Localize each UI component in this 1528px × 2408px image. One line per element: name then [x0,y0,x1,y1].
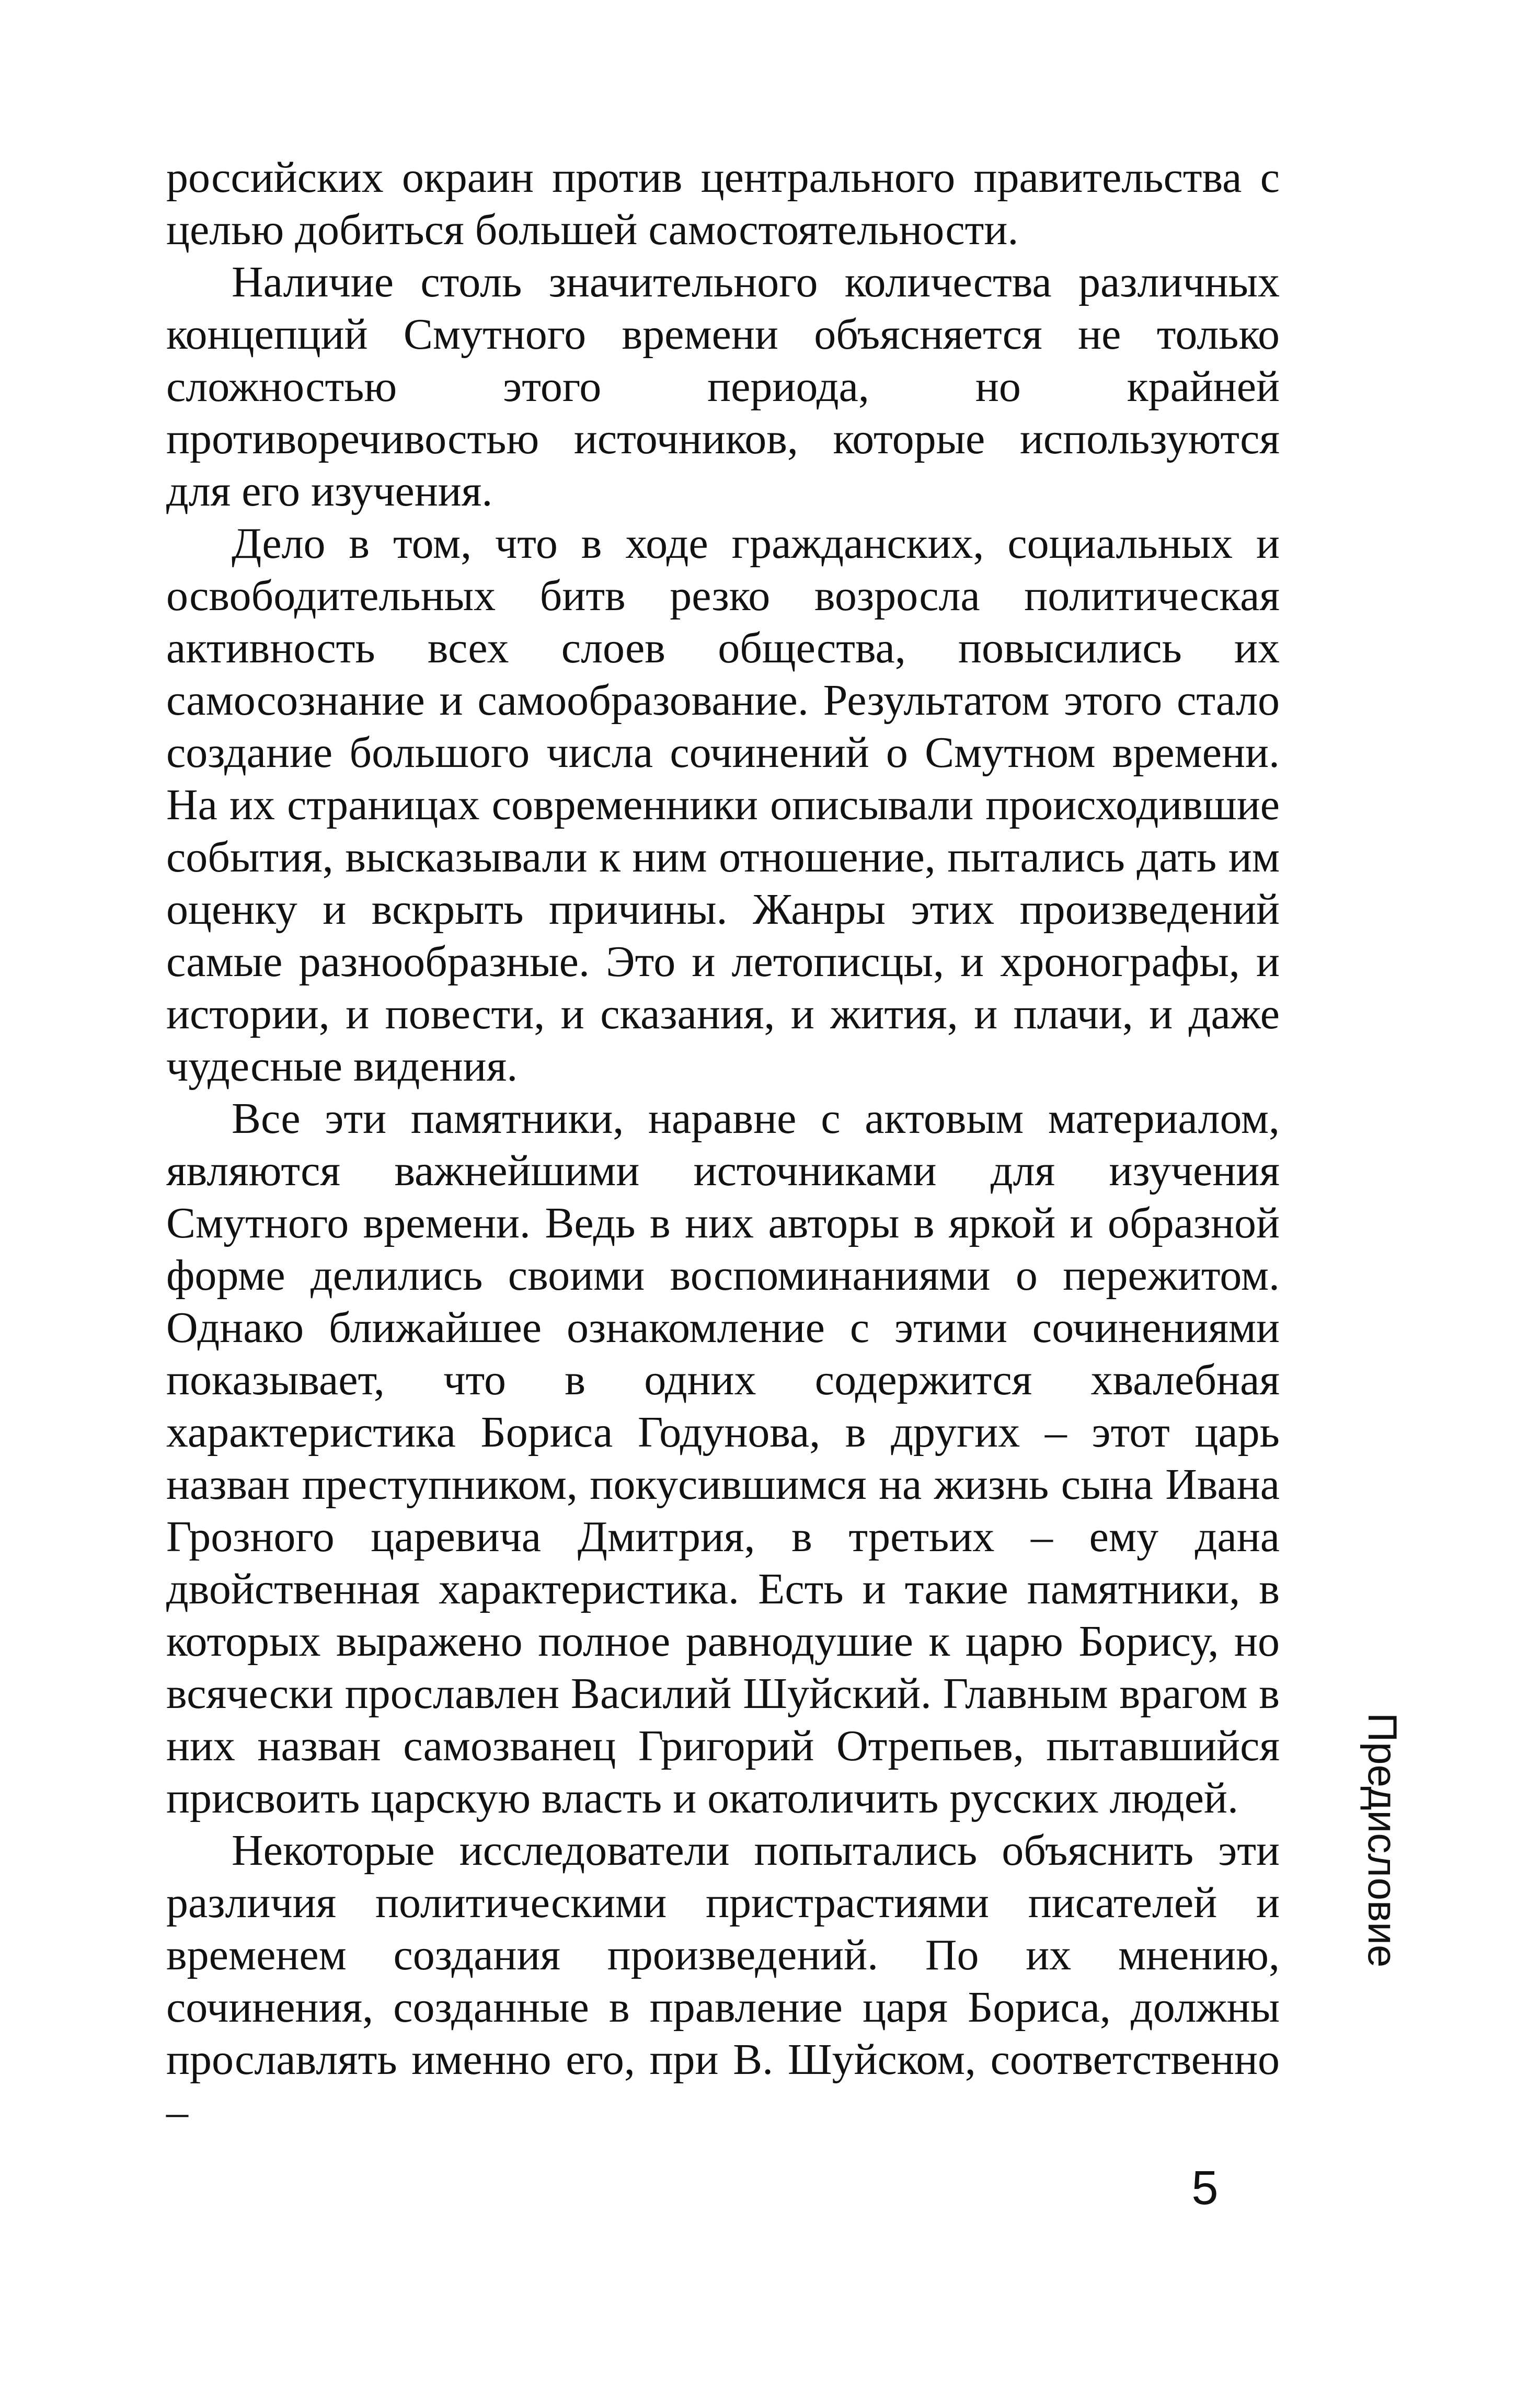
page-number: 5 [1191,2161,1219,2215]
paragraph-2: Наличие столь значительного количества различных концепций Смутного времени объясняется не только сложностью этого периода, но крайней противоречивостью источников, которые используются для его изучения. [166,258,1280,515]
running-header [1359,1683,1406,1997]
body-text [166,152,1280,2138]
paragraph-4: Все эти памятники, наравне с актовым материалом, являются важнейшими источниками для изучения Смутного времени. Ведь в них авторы в яркой и образной форме делились своими воспоминаниями о пережитом. Однако ближайшее ознакомление с этими сочинениями показывает, что в одних содержится хвалебная характеристика Бориса Годунова, в других – этот царь назван преступником, покусившимся на жизнь сына Ивана Грозного царевича Дмитрия, в третьих – ему дана двойственная характеристика. Есть и такие памятники, в которых выражено полное равнодушие к царю Борису, но всячески прославлен Василий Шуйский. Главным врагом в них назван самозванец Григорий Отрепьев, пытавшийся присвоить царскую власть и окатоличить русских людей. [166,1094,1280,1822]
paragraph-5: Некоторые исследователи попытались объяснить эти различия политическими пристрастиями писателей и временем создания произведений. По их мнению, сочинения, созданные в правление царя Бориса, должны прославлять именно его, при В. Шуйском, соответственно – [166,1826,1280,2136]
paragraph-3: Дело в том, что в ходе гражданских, социальных и освободительных битв резко возросла политическая активность всех слоев общества, повысились их самосознание и самообразование. Результатом этого стало создание большого числа сочинений о Смутном времени. На их страницах современники описывали происходившие события, высказывали к ним отношение, пытались дать им оценку и вскрыть причины. Жанры этих произведений самые разнообразные. Это и летописцы, и хронографы, и истории, и повести, и сказания, и жития, и плачи, и даже чудесные видения. [166,519,1280,1091]
paragraph-1: российских окраин против центрального правительства с целью добиться большей самостоятельности. [166,153,1280,254]
running-header-text: Предисловие [1360,1713,1406,1968]
